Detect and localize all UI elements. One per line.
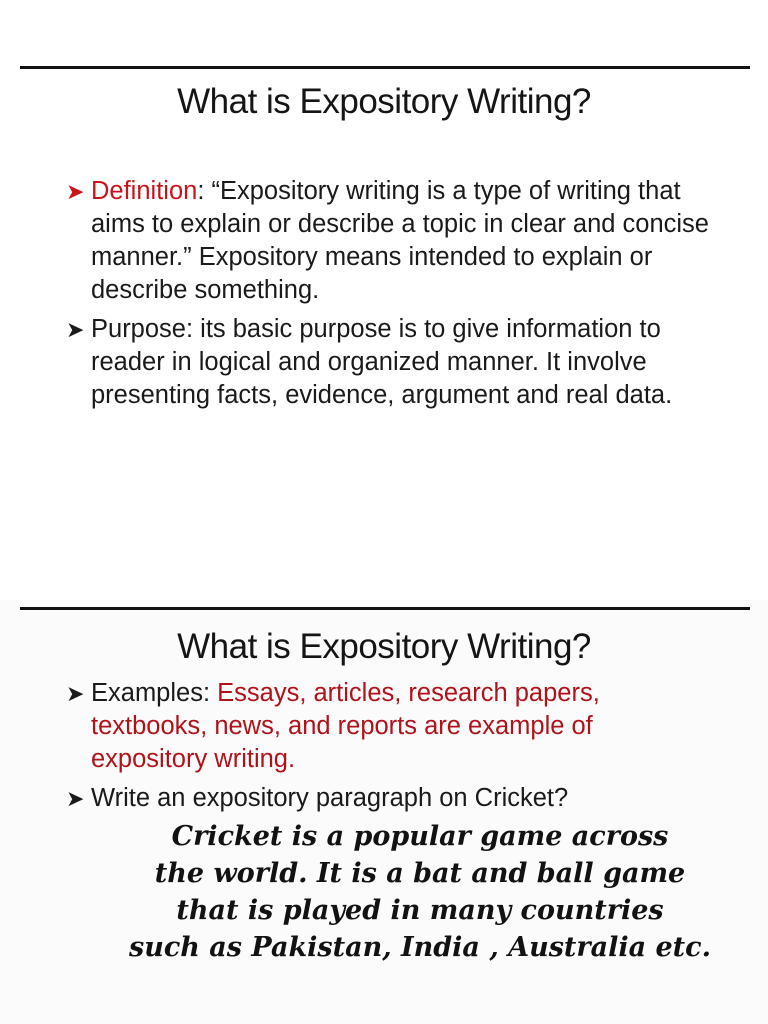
- slide-2: [0, 600, 768, 1024]
- top-rule: [20, 66, 750, 69]
- purpose-bullet: [66, 313, 716, 412]
- purpose-text: its basic purpose is to give information to reader in logical and organized manner. It involve presenting facts, evidence, argument and real data.: [91, 315, 673, 409]
- arrow-bullet-icon: ➤: [66, 786, 85, 811]
- purpose-paragraph: [91, 313, 716, 412]
- examples-bullet: [66, 677, 716, 776]
- arrow-bullet-icon: ➤: [66, 179, 85, 204]
- slide-2-title: What is Expository Writing?: [177, 627, 591, 666]
- definition-colon: :: [197, 177, 205, 205]
- examples-paragraph: [91, 677, 716, 776]
- top-rule: [20, 607, 750, 610]
- purpose-label: Purpose:: [91, 315, 194, 343]
- slide-1-title: What is Expository Writing?: [177, 82, 591, 121]
- definition-bullet: [66, 175, 716, 307]
- examples-text: Essays, articles, research papers, textbooks, news, and reports are example of expository writing.: [91, 679, 600, 773]
- arrow-bullet-icon: ➤: [66, 317, 85, 342]
- definition-paragraph: [91, 175, 716, 307]
- answer-line: that is played in many countries: [176, 895, 664, 926]
- arrow-bullet-icon: ➤: [66, 681, 85, 706]
- examples-label: Examples:: [91, 679, 211, 707]
- definition-text: “Expository writing is a type of writing that aims to explain or describe a topic in clear and concise manner.” Expository means intended to explain or describe something.: [91, 177, 709, 304]
- definition-label: Definition: [91, 177, 198, 205]
- question-text: Write an expository paragraph on Cricket?: [91, 784, 569, 812]
- answer-line: Cricket is a popular game across: [171, 821, 669, 852]
- answer-line: the world. It is a bat and ball game: [154, 858, 686, 889]
- question-bullet: [66, 782, 716, 815]
- answer-line: such as Pakistan, India , Australia etc.: [129, 932, 711, 963]
- cricket-paragraph: [90, 818, 750, 966]
